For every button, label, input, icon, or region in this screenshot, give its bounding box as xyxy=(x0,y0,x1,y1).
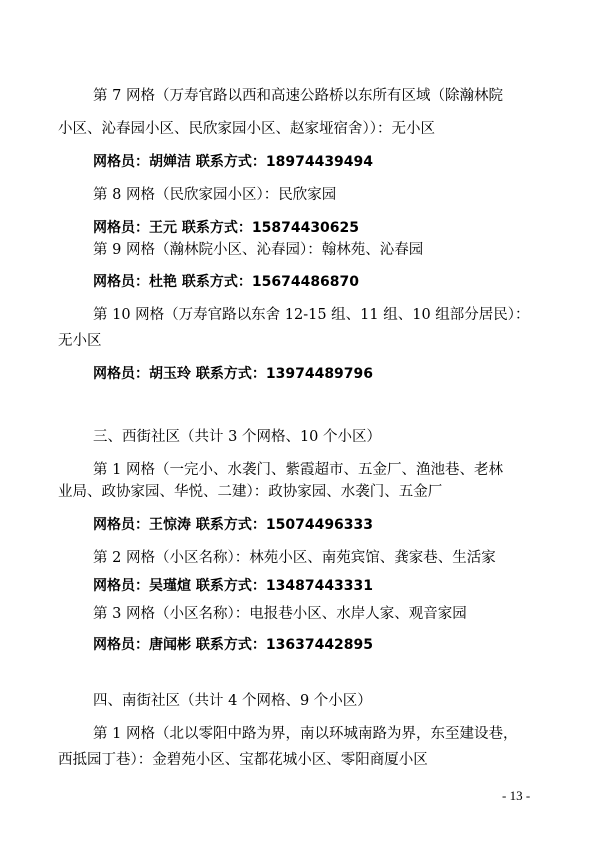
page-number: - 13 - xyxy=(502,788,531,803)
xijie-grid-2-description: 第 2 网格（小区名称）：林苑小区、南苑宾馆、龚家巷、生活家 xyxy=(93,550,496,566)
xijie-grid-1-manager: 网格员：王惊涛 联系方式：15074496333 xyxy=(93,517,374,533)
section-nanjie-heading: 四、南街社区（共计 4 个网格、9 个小区） xyxy=(93,693,372,709)
grid-10-description-line-2: 无小区 xyxy=(58,333,102,349)
grid-7-manager: 网格员：胡婵洁 联系方式：18974439494 xyxy=(93,154,374,170)
xijie-grid-1-description-line-1: 第 1 网格（一完小、水袭门、紫霞超市、五金厂、渔池巷、老林 xyxy=(93,462,503,478)
xijie-grid-1-description-line-2: 业局、政协家园、华悦、二建）：政协家园、水袭门、五金厂 xyxy=(58,484,443,500)
nanjie-grid-1-description-line-2: 西抵园丁巷）：金碧苑小区、宝都花城小区、零阳商厦小区 xyxy=(58,752,428,768)
section-xijie-heading: 三、西街社区（共计 3 个网格、10 个小区） xyxy=(93,429,382,445)
xijie-grid-2-manager: 网格员：吴瑾煊 联系方式：13487443331 xyxy=(93,578,374,594)
nanjie-grid-1-description-line-1: 第 1 网格（北以零阳中路为界，南以环城南路为界，东至建设巷， xyxy=(93,726,518,742)
grid-10-manager: 网格员：胡玉玲 联系方式：13974489796 xyxy=(93,366,374,382)
xijie-grid-3-description: 第 3 网格（小区名称）：电报巷小区、水岸人家、观音家园 xyxy=(93,606,467,622)
grid-7-description-line-1: 第 7 网格（万寿官路以西和高速公路桥以东所有区域（除瀚林院 xyxy=(93,88,503,104)
grid-8-manager: 网格员：王元 联系方式：15874430625 xyxy=(93,220,360,236)
grid-7-description-line-2: 小区、沁春园小区、民欣家园小区、赵家垭宿舍））：无小区 xyxy=(58,121,435,137)
grid-10-description-line-1: 第 10 网格（万寿官路以东舍 12-15 组、11 组、10 组部分居民）： xyxy=(93,307,530,323)
grid-9-description: 第 9 网格（瀚林院小区、沁春园）：翰林苑、沁春园 xyxy=(93,242,424,258)
grid-8-description: 第 8 网格（民欣家园小区）：民欣家园 xyxy=(93,187,337,203)
grid-9-manager: 网格员：杜艳 联系方式：15674486870 xyxy=(93,274,360,290)
xijie-grid-3-manager: 网格员：唐闻彬 联系方式：13637442895 xyxy=(93,637,374,653)
